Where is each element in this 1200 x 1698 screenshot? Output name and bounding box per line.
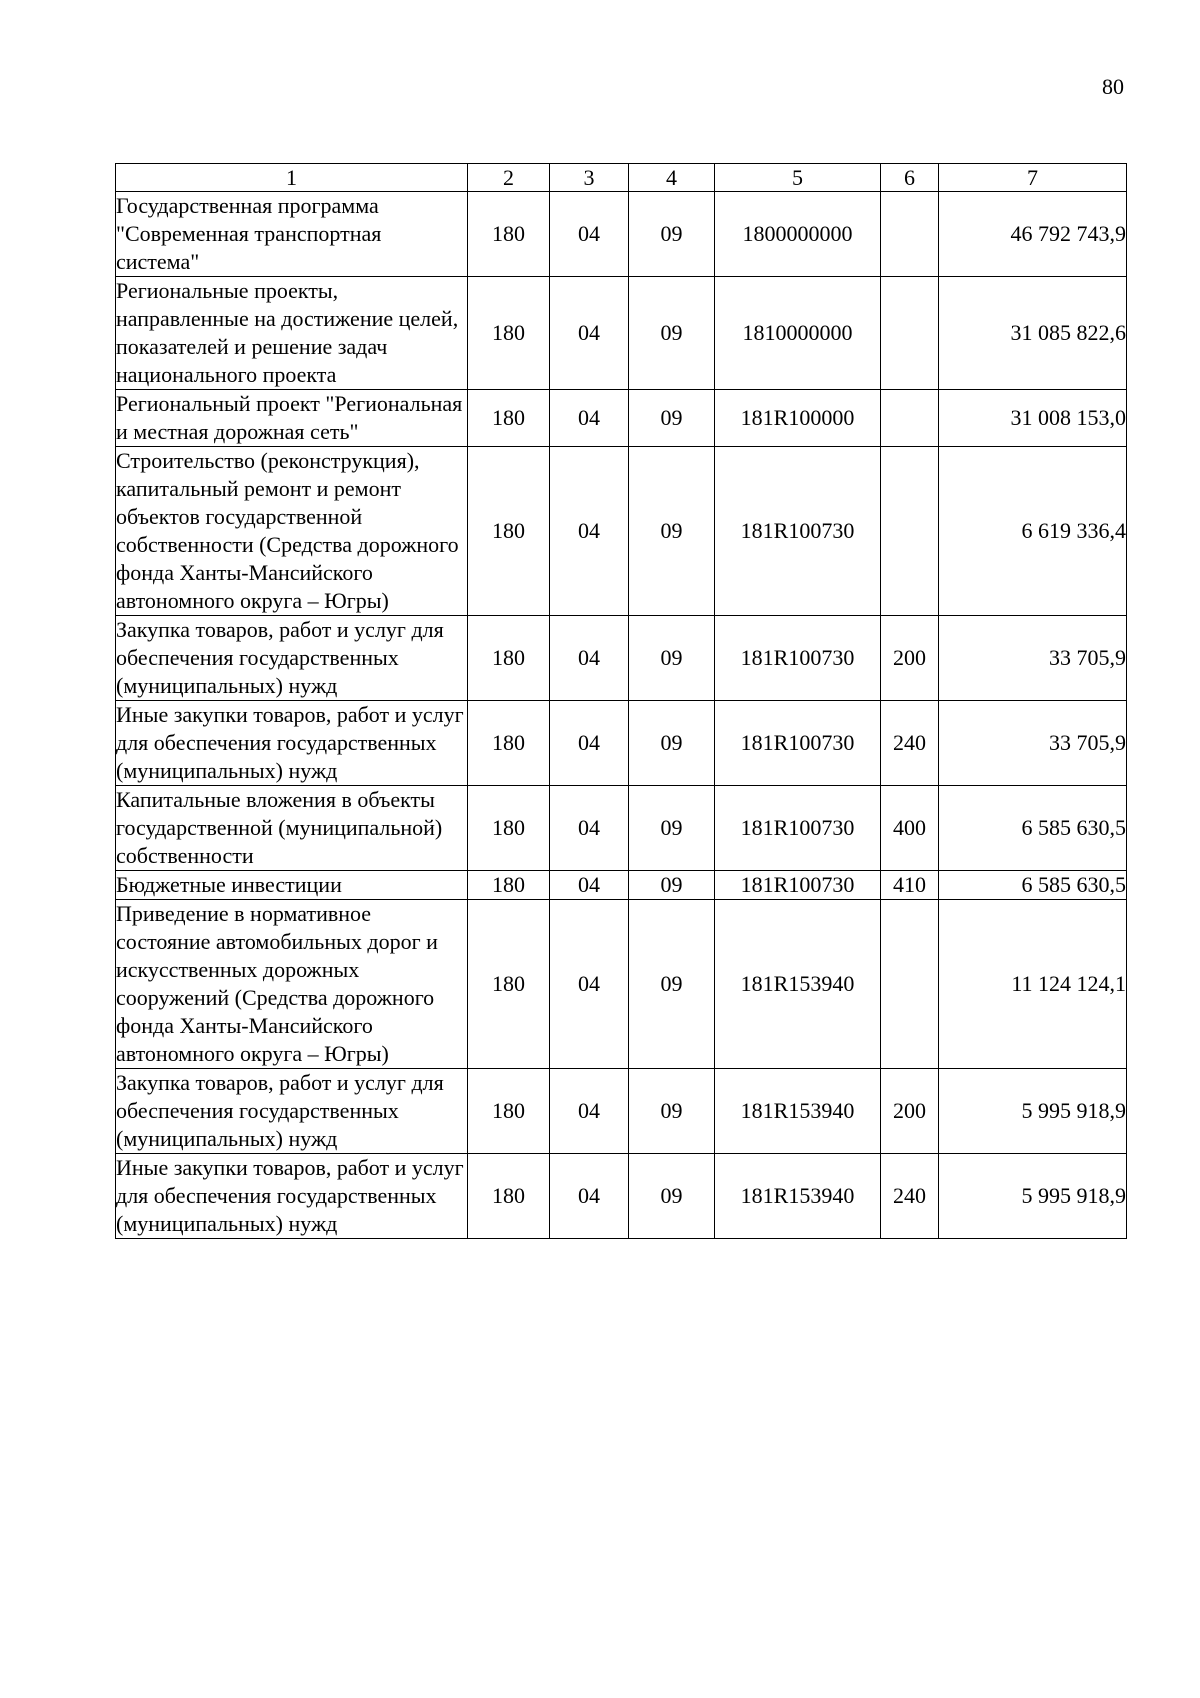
row-code-cell: 180	[468, 786, 550, 871]
row-expense-type-cell: 200	[881, 1069, 939, 1154]
table-row	[116, 277, 1127, 390]
row-subsection-cell: 09	[629, 447, 715, 616]
table-row	[116, 1154, 1127, 1239]
table-row	[116, 616, 1127, 701]
row-amount-cell: 31 085 822,6	[939, 277, 1127, 390]
row-code-cell: 180	[468, 1154, 550, 1239]
row-amount-cell: 6 619 336,4	[939, 447, 1127, 616]
header-cell: 3	[550, 164, 629, 192]
row-amount-cell: 6 585 630,5	[939, 871, 1127, 900]
row-target-article-cell: 181R100730	[715, 701, 881, 786]
row-name-cell: Государственная программа "Современная транспортная система"	[116, 192, 468, 277]
row-subsection-cell: 09	[629, 616, 715, 701]
table-row	[116, 1069, 1127, 1154]
row-section-cell: 04	[550, 390, 629, 447]
row-name-cell: Закупка товаров, работ и услуг для обеспечения государственных (муниципальных) нужд	[116, 1069, 468, 1154]
row-code-cell: 180	[468, 192, 550, 277]
table-row	[116, 871, 1127, 900]
table-row	[116, 447, 1127, 616]
row-code-cell: 180	[468, 1069, 550, 1154]
row-name-cell: Региональные проекты, направленные на достижение целей, показателей и решение задач национального проекта	[116, 277, 468, 390]
row-name-cell: Приведение в нормативное состояние автомобильных дорог и искусственных дорожных сооружений (Средства дорожного фонда Ханты-Мансийского автономного округа – Югры)	[116, 900, 468, 1069]
row-target-article-cell: 181R153940	[715, 1069, 881, 1154]
row-target-article-cell: 181R100730	[715, 447, 881, 616]
row-section-cell: 04	[550, 616, 629, 701]
row-target-article-cell: 181R100000	[715, 390, 881, 447]
row-target-article-cell: 181R153940	[715, 900, 881, 1069]
row-section-cell: 04	[550, 447, 629, 616]
row-code-cell: 180	[468, 616, 550, 701]
row-amount-cell: 11 124 124,1	[939, 900, 1127, 1069]
row-name-cell: Иные закупки товаров, работ и услуг для обеспечения государственных (муниципальных) нужд	[116, 1154, 468, 1239]
row-code-cell: 180	[468, 390, 550, 447]
row-amount-cell: 5 995 918,9	[939, 1069, 1127, 1154]
row-subsection-cell: 09	[629, 390, 715, 447]
row-code-cell: 180	[468, 871, 550, 900]
row-name-cell: Строительство (реконструкция), капитальный ремонт и ремонт объектов государственной собственности (Средства дорожного фонда Ханты-Мансийского автономного округа – Югры)	[116, 447, 468, 616]
row-section-cell: 04	[550, 1154, 629, 1239]
row-subsection-cell: 09	[629, 1154, 715, 1239]
row-expense-type-cell: 200	[881, 616, 939, 701]
row-code-cell: 180	[468, 900, 550, 1069]
row-amount-cell: 5 995 918,9	[939, 1154, 1127, 1239]
row-subsection-cell: 09	[629, 900, 715, 1069]
header-cell: 1	[116, 164, 468, 192]
header-cell: 4	[629, 164, 715, 192]
row-amount-cell: 6 585 630,5	[939, 786, 1127, 871]
page-number: 80	[1102, 74, 1124, 99]
row-target-article-cell: 181R100730	[715, 786, 881, 871]
row-name-cell: Региональный проект "Региональная и местная дорожная сеть"	[116, 390, 468, 447]
row-name-cell: Иные закупки товаров, работ и услуг для обеспечения государственных (муниципальных) нужд	[116, 701, 468, 786]
row-code-cell: 180	[468, 447, 550, 616]
header-cell: 5	[715, 164, 881, 192]
row-section-cell: 04	[550, 871, 629, 900]
row-target-article-cell: 181R100730	[715, 871, 881, 900]
table-row	[116, 390, 1127, 447]
row-name-cell: Закупка товаров, работ и услуг для обеспечения государственных (муниципальных) нужд	[116, 616, 468, 701]
row-name-cell: Капитальные вложения в объекты государственной (муниципальной) собственности	[116, 786, 468, 871]
row-expense-type-cell: 240	[881, 1154, 939, 1239]
row-code-cell: 180	[468, 277, 550, 390]
header-cell: 2	[468, 164, 550, 192]
row-amount-cell: 31 008 153,0	[939, 390, 1127, 447]
row-subsection-cell: 09	[629, 701, 715, 786]
table-row	[116, 701, 1127, 786]
row-target-article-cell: 181R100730	[715, 616, 881, 701]
row-expense-type-cell	[881, 900, 939, 1069]
row-subsection-cell: 09	[629, 786, 715, 871]
budget-table	[115, 163, 1127, 1239]
row-expense-type-cell: 400	[881, 786, 939, 871]
row-name-cell: Бюджетные инвестиции	[116, 871, 468, 900]
row-amount-cell: 33 705,9	[939, 701, 1127, 786]
row-subsection-cell: 09	[629, 277, 715, 390]
row-expense-type-cell	[881, 390, 939, 447]
row-target-article-cell: 1800000000	[715, 192, 881, 277]
header-cell: 7	[939, 164, 1127, 192]
row-section-cell: 04	[550, 277, 629, 390]
row-amount-cell: 33 705,9	[939, 616, 1127, 701]
header-cell: 6	[881, 164, 939, 192]
header-row	[116, 164, 1127, 192]
row-section-cell: 04	[550, 192, 629, 277]
row-target-article-cell: 1810000000	[715, 277, 881, 390]
row-subsection-cell: 09	[629, 871, 715, 900]
row-amount-cell: 46 792 743,9	[939, 192, 1127, 277]
row-expense-type-cell: 240	[881, 701, 939, 786]
row-section-cell: 04	[550, 900, 629, 1069]
table-row	[116, 192, 1127, 277]
row-subsection-cell: 09	[629, 1069, 715, 1154]
row-target-article-cell: 181R153940	[715, 1154, 881, 1239]
row-expense-type-cell	[881, 192, 939, 277]
row-code-cell: 180	[468, 701, 550, 786]
row-expense-type-cell	[881, 277, 939, 390]
row-section-cell: 04	[550, 786, 629, 871]
table-row	[116, 900, 1127, 1069]
table-row	[116, 786, 1127, 871]
row-section-cell: 04	[550, 701, 629, 786]
row-expense-type-cell	[881, 447, 939, 616]
row-expense-type-cell: 410	[881, 871, 939, 900]
row-subsection-cell: 09	[629, 192, 715, 277]
row-section-cell: 04	[550, 1069, 629, 1154]
